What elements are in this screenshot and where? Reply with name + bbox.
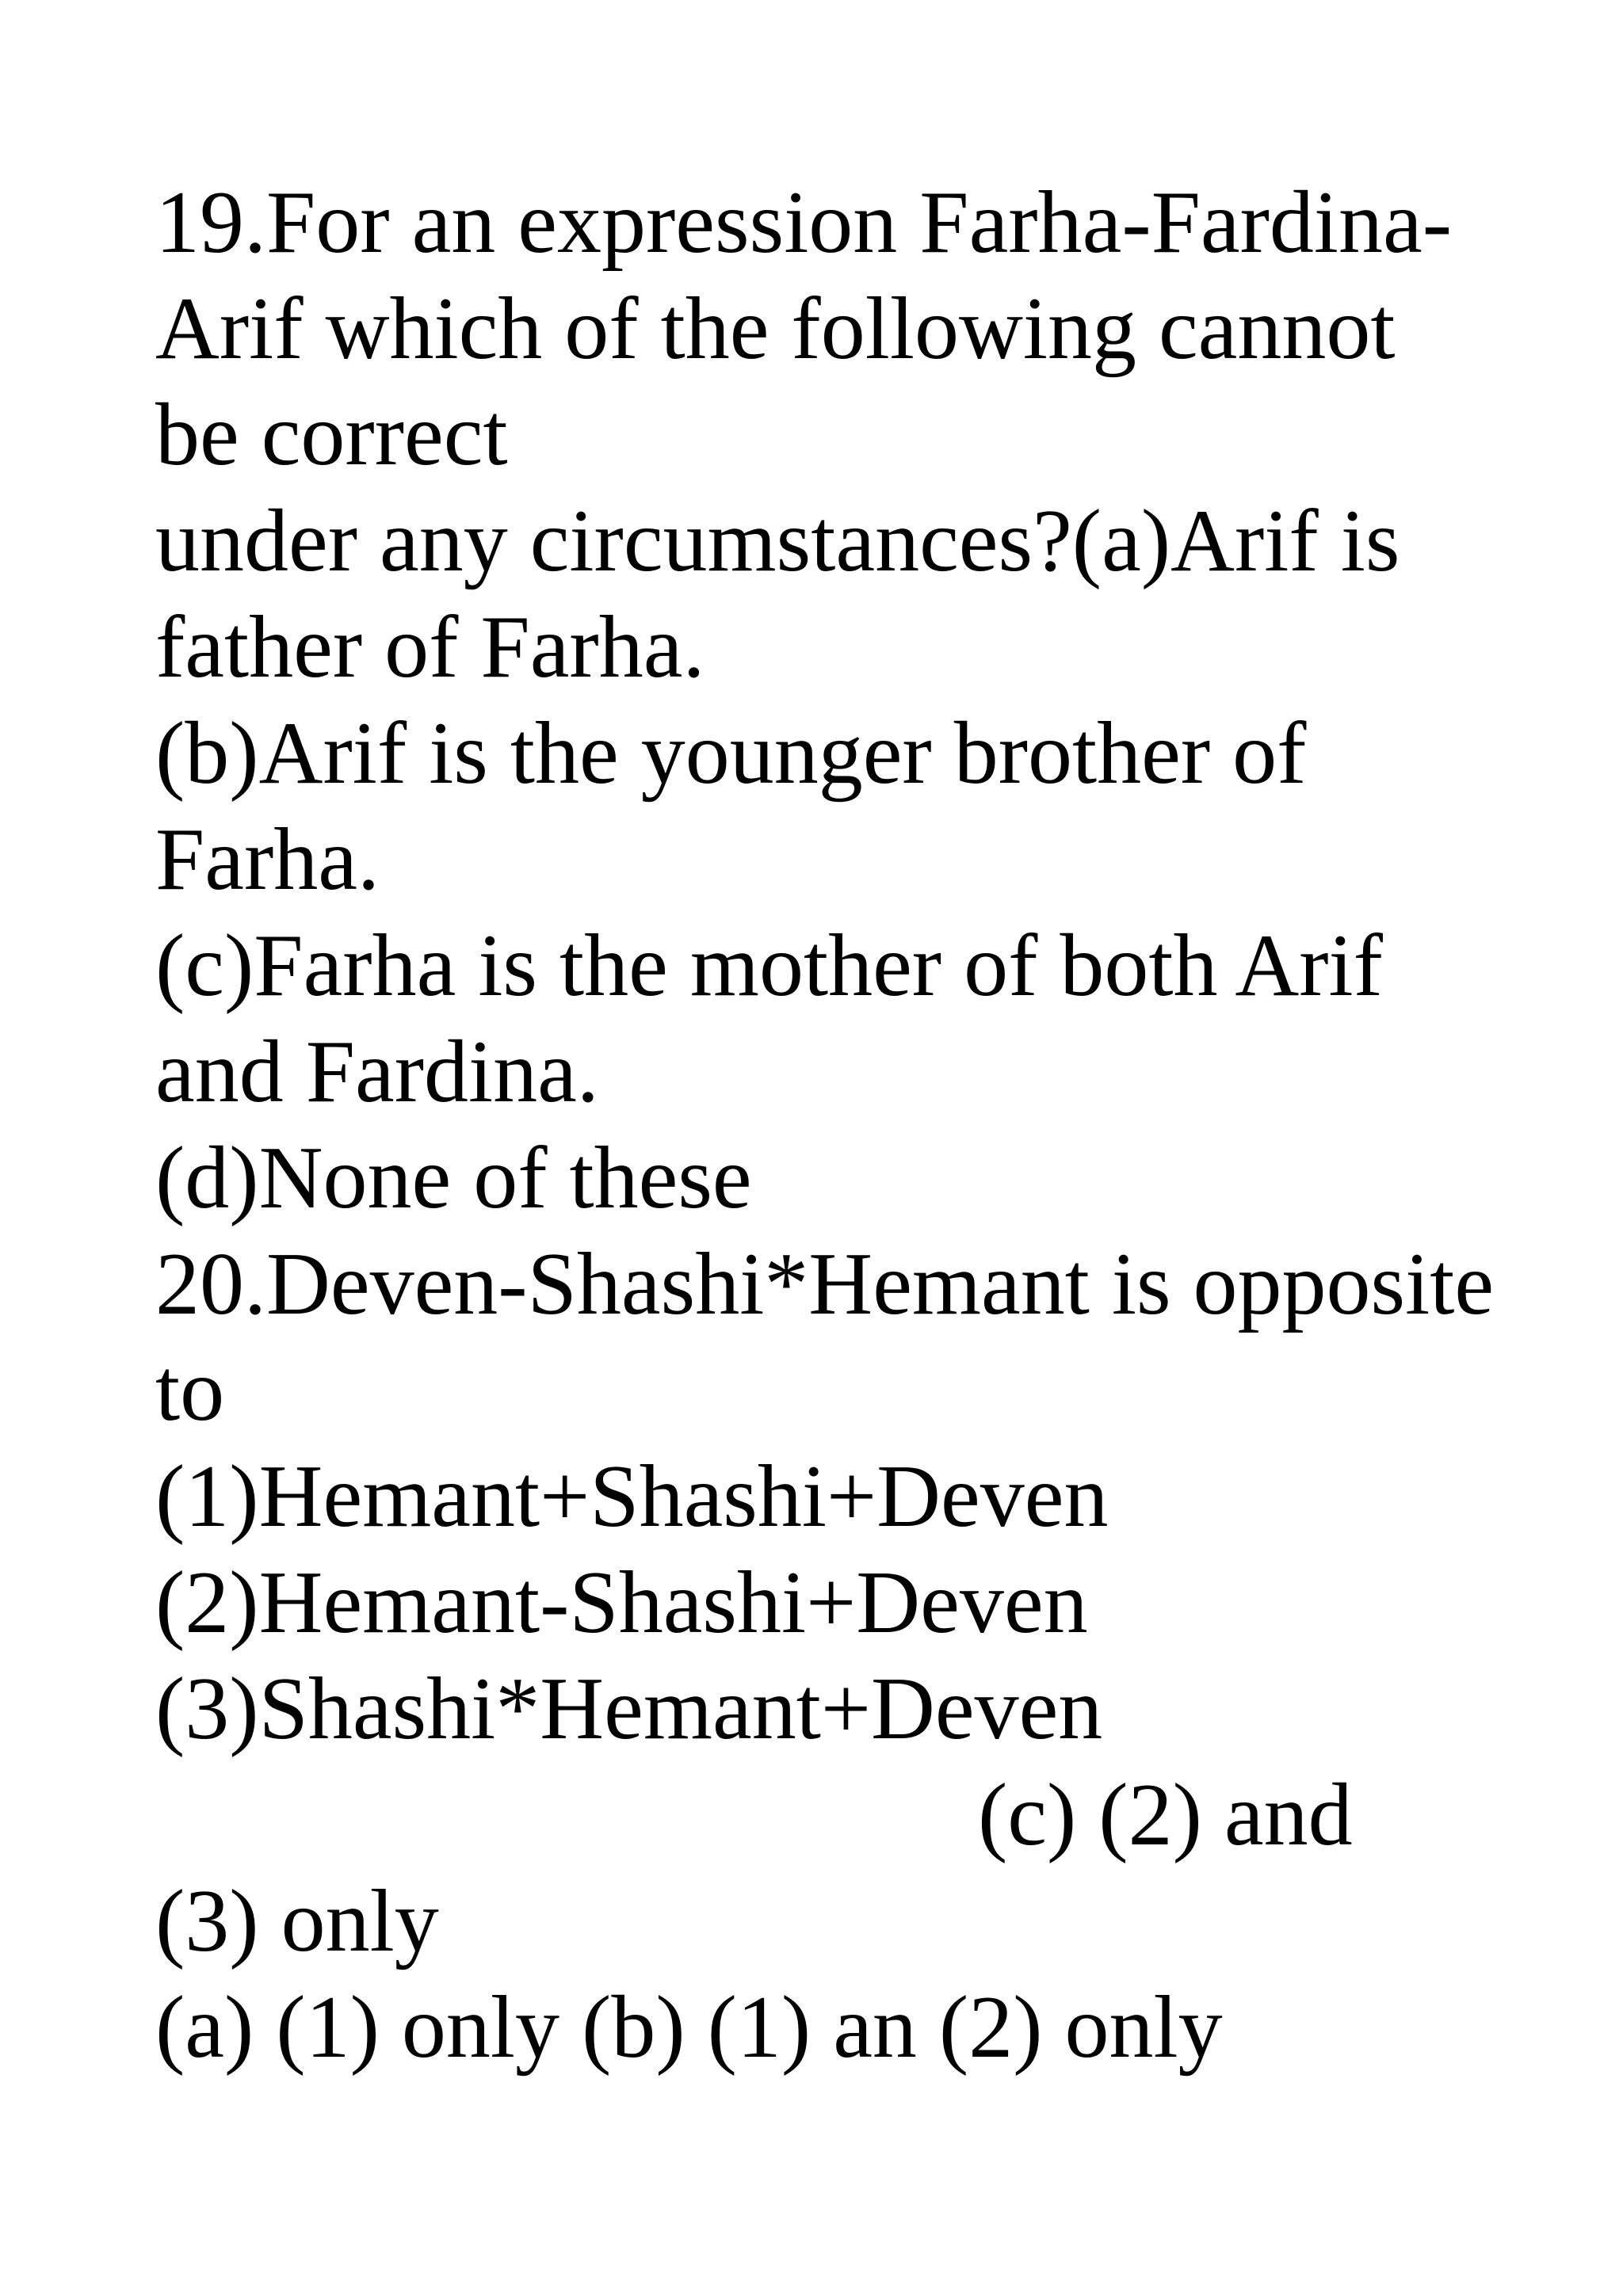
- q19-option-c-cont: and Fardina.: [155, 1023, 599, 1121]
- q20-option-c-cont: (3) only: [155, 1872, 439, 1970]
- q20-line-2: to: [155, 1341, 225, 1440]
- q20-statement-2: (2)Hemant-Shashi+Deven: [155, 1554, 1088, 1652]
- q19-option-a-cont: father of Farha.: [155, 598, 705, 696]
- q19-option-b: (b)Arif is the younger brother of: [155, 704, 1307, 803]
- q19-option-d: (d)None of these: [155, 1129, 752, 1227]
- q20-line-1: 20.Deven-Shashi*Hemant is opposite: [155, 1235, 1495, 1333]
- q20-statement-1: (1)Hemant+Shashi+Deven: [155, 1447, 1109, 1546]
- q19-line-4: under any circumstances?(a)Arif is: [155, 492, 1400, 590]
- q20-option-c: (c) (2) and: [978, 1766, 1353, 1864]
- q19-option-b-cont: Farha.: [155, 810, 380, 909]
- q20-statement-3: (3)Shashi*Hemant+Deven: [155, 1660, 1103, 1758]
- q19-line-3: be correct: [155, 386, 508, 484]
- q19-option-c: (c)Farha is the mother of both Arif: [155, 917, 1383, 1015]
- q20-options-a-b: (a) (1) only (b) (1) an (2) only: [155, 1978, 1223, 2077]
- q19-line-2: Arif which of the following cannot: [155, 280, 1396, 378]
- q19-line-1: 19.For an expression Farha-Fardina-: [155, 174, 1453, 272]
- question-text-block: [155, 170, 1503, 2081]
